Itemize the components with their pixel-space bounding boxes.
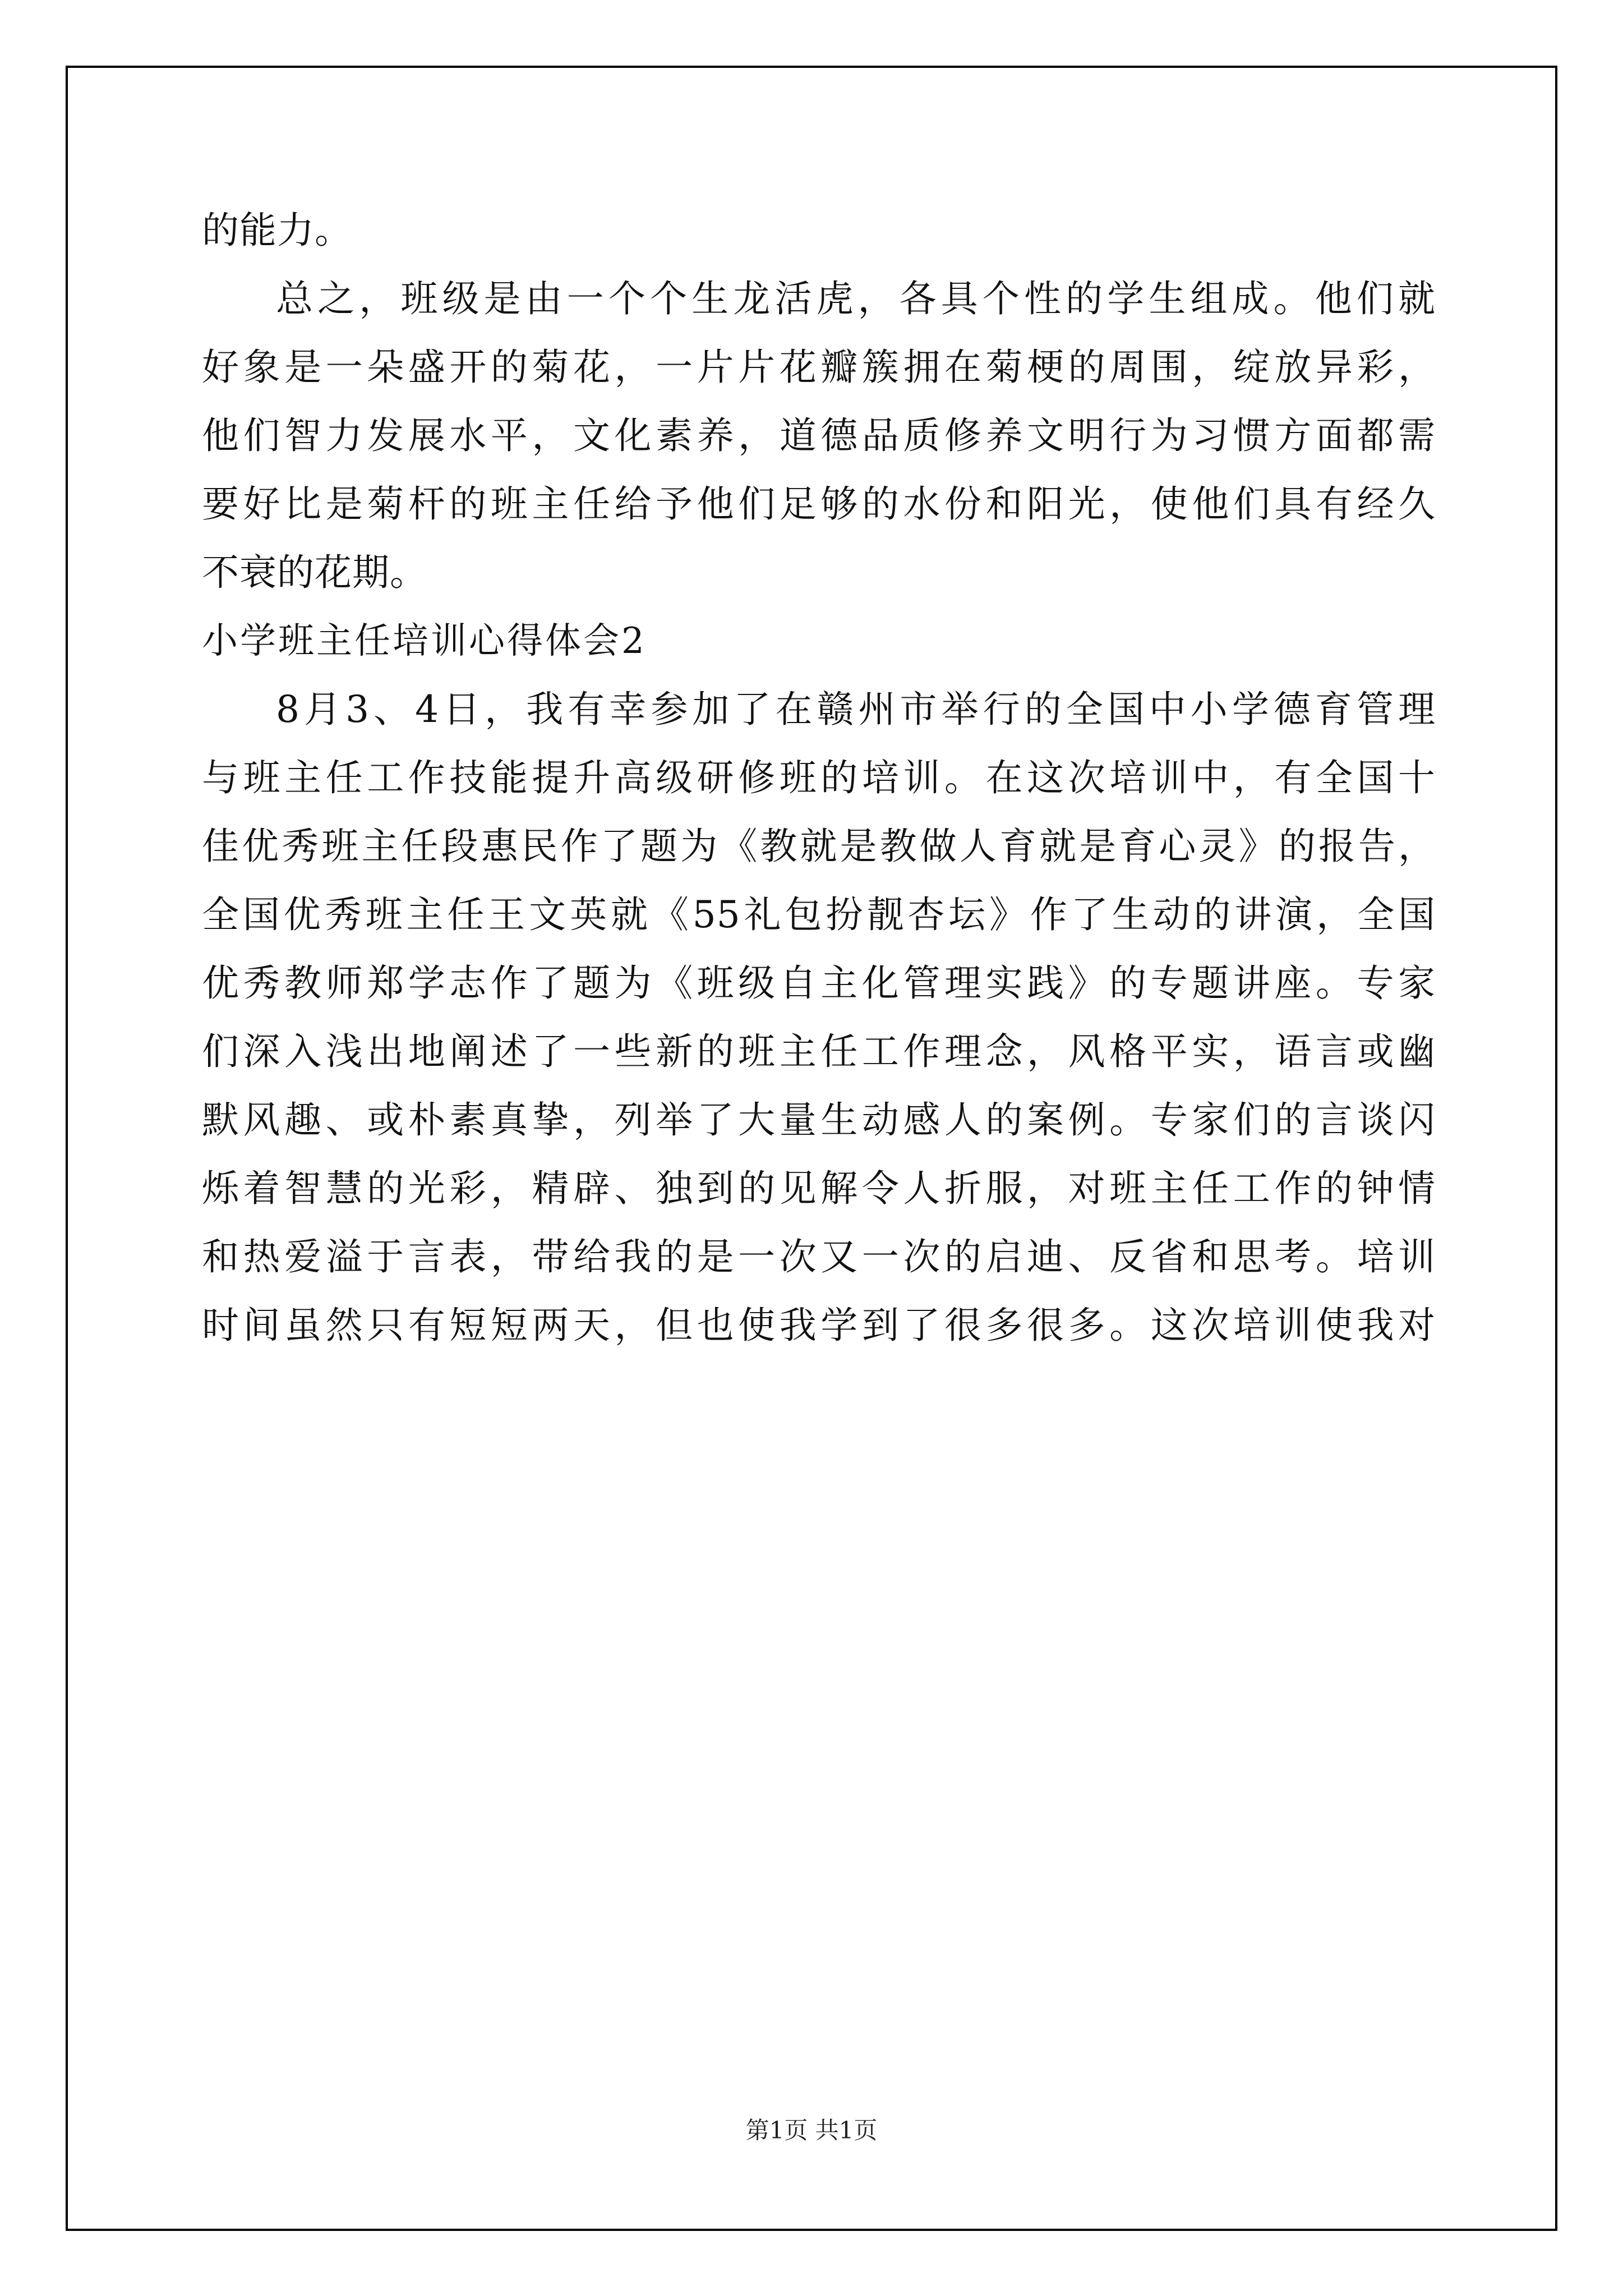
paragraph-line: 他们智力发展水平，文化素养，道德品质修养文明行为习惯方面都需 — [202, 414, 1436, 457]
paragraph-line: 的能力。 — [202, 209, 352, 252]
document-body — [202, 196, 1436, 1360]
section-heading: 小学班主任培训心得体会2 — [202, 620, 647, 662]
paragraph-line: 要好比是菊杆的班主任给予他们足够的水份和阳光，使他们具有经久 — [202, 482, 1436, 526]
paragraph-line: 总之，班级是由一个个生龙活虎，各具个性的学生组成。他们就 — [276, 277, 1436, 320]
paragraph-line: 和热爱溢于言表，带给我的是一次又一次的启迪、反省和思考。培训 — [202, 1235, 1436, 1278]
page-footer: 第1页 共1页 — [745, 2116, 878, 2144]
paragraph-line: 默风趣、或朴素真挚，列举了大量生动感人的案例。专家们的言谈闪 — [202, 1098, 1436, 1142]
paragraph-line: 与班主任工作技能提升高级研修班的培训。在这次培训中，有全国十 — [202, 756, 1436, 799]
paragraph-line: 时间虽然只有短短两天，但也使我学到了很多很多。这次培训使我对 — [202, 1304, 1436, 1347]
paragraph-line: 佳优秀班主任段惠民作了题为《教就是教做人育就是育心灵》的报告， — [202, 825, 1436, 868]
paragraph-line: 全国优秀班主任王文英就《55礼包扮靓杏坛》作了生动的讲演，全国 — [202, 893, 1436, 936]
paragraph-line: 优秀教师郑学志作了题为《班级自主化管理实践》的专题讲座。专家 — [202, 961, 1436, 1005]
paragraph-line: 不衰的花期。 — [202, 551, 427, 594]
paragraph-line: 们深入浅出地阐述了一些新的班主任工作理念，风格平实，语言或幽 — [202, 1030, 1436, 1073]
paragraph-line: 烁着智慧的光彩，精辟、独到的见解令人折服，对班主任工作的钟情 — [202, 1167, 1436, 1210]
paragraph-line: 好象是一朵盛开的菊花，一片片花瓣簇拥在菊梗的周围，绽放异彩， — [202, 346, 1436, 389]
paragraph-line: 8月3、4日，我有幸参加了在赣州市举行的全国中小学德育管理 — [276, 688, 1436, 731]
